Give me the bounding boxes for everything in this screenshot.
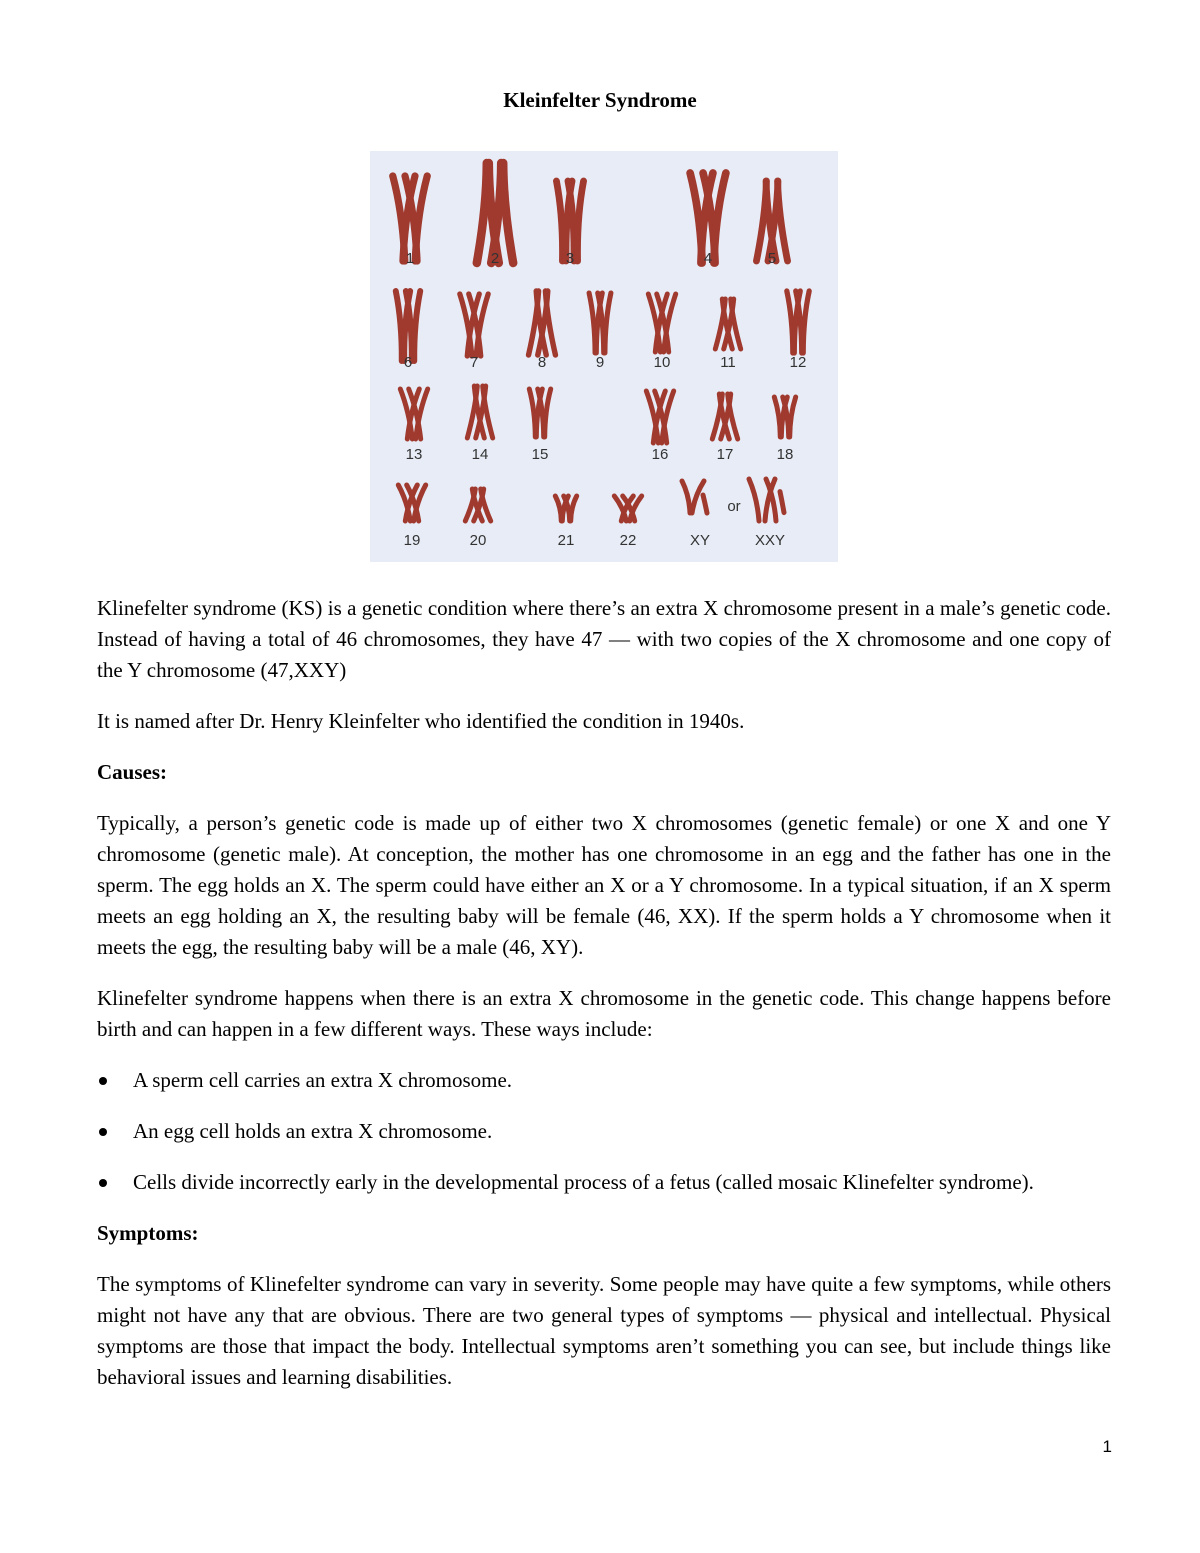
document-title: Kleinfelter Syndrome bbox=[503, 88, 697, 112]
bullet-dot-icon bbox=[99, 1128, 107, 1136]
chromosome-label: 11 bbox=[720, 354, 736, 371]
chromosome-label: 13 bbox=[405, 446, 423, 463]
chromosome-pair bbox=[556, 181, 583, 261]
chromosome-pair bbox=[396, 291, 420, 361]
chromosome-pair bbox=[460, 294, 488, 356]
causes-bullet-list bbox=[97, 1065, 1111, 1198]
chromosome-pair bbox=[646, 391, 673, 443]
document-body bbox=[97, 593, 1111, 1413]
chromosome-label: 10 bbox=[653, 354, 671, 371]
symptoms-heading: Symptoms: bbox=[97, 1221, 199, 1245]
intro-paragraph-1: Klinefelter syndrome (KS) is a genetic condition where there’s an extra X chromosome present in a male’s genetic code. Instead of having a total of 46 chromosomes, they have 47 — with two copies of the X chromosome and one copy of the Y chromosome (47,XXY) bbox=[97, 596, 1111, 682]
chromosome-label: 3 bbox=[565, 250, 575, 267]
chromosome-pair bbox=[589, 293, 611, 353]
chromosome-pair bbox=[477, 163, 513, 263]
chromosome-pair bbox=[400, 389, 427, 439]
chromosome-pair bbox=[648, 294, 675, 352]
chromosome-pair bbox=[398, 485, 425, 521]
chromosome-pair bbox=[682, 481, 707, 513]
causes-heading: Causes: bbox=[97, 760, 168, 784]
chromosome-label: 18 bbox=[776, 446, 794, 463]
chromosome-pair bbox=[393, 176, 427, 261]
chromosome-pair bbox=[529, 389, 550, 437]
chromosome-pair bbox=[774, 397, 795, 437]
chromosome-pair bbox=[712, 394, 737, 439]
bullet-dot-icon bbox=[99, 1077, 107, 1085]
chromosome-pair bbox=[614, 496, 641, 521]
karyotype-figure bbox=[370, 151, 838, 562]
chromosome-label: 8 bbox=[537, 354, 547, 371]
intro-paragraph-2: It is named after Dr. Henry Kleinfelter who identified the condition in 1940s. bbox=[97, 709, 745, 733]
chromosome-label: 2 bbox=[490, 250, 500, 267]
chromosome-label: XXY bbox=[754, 532, 786, 549]
chromosome-label: 21 bbox=[557, 532, 575, 549]
chromosome-label: 22 bbox=[619, 532, 637, 549]
list-item bbox=[97, 1065, 1111, 1096]
causes-paragraph-2: Klinefelter syndrome happens when there is an extra X chromosome in the genetic code. This change happens before birth and can happen in a few different ways. These ways include: bbox=[97, 986, 1111, 1041]
karyotype-image bbox=[370, 151, 838, 562]
chromosome-label: 9 bbox=[595, 354, 605, 371]
list-item-text: Cells divide incorrectly early in the developmental process of a fetus (called mosaic Klinefelter syndrome). bbox=[133, 1170, 1034, 1194]
chromosome-label: 5 bbox=[767, 250, 777, 267]
chromosome-pair bbox=[756, 181, 787, 261]
chromosome-pair bbox=[715, 299, 740, 349]
bullet-dot-icon bbox=[99, 1179, 107, 1187]
chromosome-label: 12 bbox=[789, 354, 807, 371]
chromosome-pair bbox=[749, 479, 784, 521]
list-item bbox=[97, 1167, 1111, 1198]
chromosome-label: 20 bbox=[469, 532, 487, 549]
chromosome-label: 7 bbox=[469, 354, 479, 371]
chromosome-label: 15 bbox=[531, 446, 549, 463]
list-item-text: An egg cell holds an extra X chromosome. bbox=[133, 1119, 493, 1143]
chromosome-label: 4 bbox=[703, 250, 713, 267]
chromosome-pair bbox=[529, 291, 556, 355]
chromosome-label: 17 bbox=[716, 446, 734, 463]
chromosome-pair bbox=[467, 386, 492, 438]
chromosome-label: XY bbox=[689, 532, 711, 549]
chromosome-label: 1 bbox=[405, 250, 415, 267]
or-label: or bbox=[727, 498, 741, 515]
chromosome-pair bbox=[555, 496, 576, 521]
causes-paragraph-1: Typically, a person’s genetic code is made up of either two X chromosomes (genetic female) or one X and one Y chromosome (genetic male). At conception, the mother has one chromosome in an egg and the father has one in the sperm. The egg holds an X. The sperm could have either an X or a Y chromosome. In a typical situation, if an X sperm meets an egg holding an X, the resulting baby will be female (46, XX). If the sperm holds a Y chromosome when it meets the egg, the resulting baby will be a male (46, XY). bbox=[97, 811, 1111, 959]
page-number: 1 bbox=[1102, 1437, 1112, 1456]
list-item bbox=[97, 1116, 1111, 1147]
chromosome-label: 19 bbox=[403, 532, 421, 549]
symptoms-paragraph-1: The symptoms of Klinefelter syndrome can vary in severity. Some people may have quite a few symptoms, while others might not have any that are obvious. There are two general types of symptoms — physical and intellectual. Physical symptoms are those that impact the body. Intellectual symptoms aren’t something you can see, but include things like behavioral issues and learning disabilities. bbox=[97, 1272, 1111, 1389]
chromosome-label: 6 bbox=[403, 354, 413, 371]
list-item-text: A sperm cell carries an extra X chromosome. bbox=[133, 1068, 513, 1092]
chromosome-label: 16 bbox=[651, 446, 669, 463]
chromosome-pair bbox=[465, 489, 490, 521]
chromosome-pair bbox=[787, 291, 809, 353]
chromosome-label: 14 bbox=[471, 446, 489, 463]
